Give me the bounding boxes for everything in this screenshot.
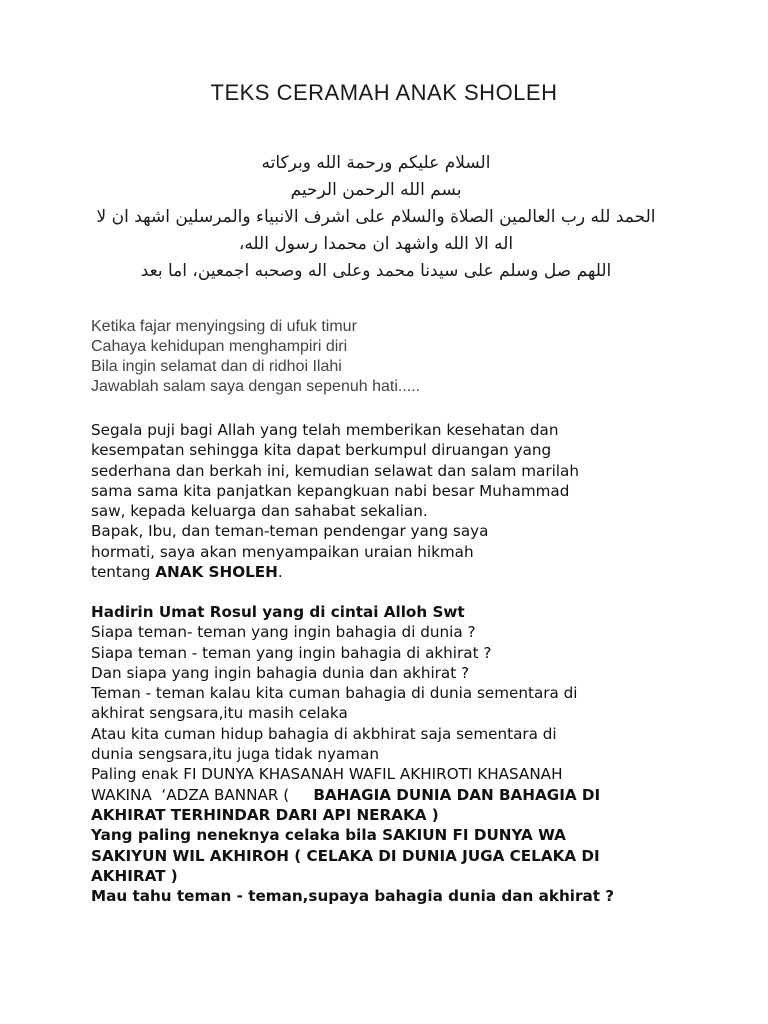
arabic-line: اللهم صل وسلم على سيدنا محمد وعلى اله وصحبه اجمعين، اما بعد — [140, 261, 612, 281]
text-line: kesempatan sehingga kita dapat berkumpul diruangan yang — [91, 441, 552, 460]
bold-line: AKHIRAT TERHINDAR DARI API NERAKA ) — [91, 805, 439, 824]
arabic-line: اله الا الله واشهد ان محمدا رسول الله، — [238, 234, 514, 254]
page-title: TEKS CERAMAH ANAK SHOLEH — [210, 80, 558, 105]
text-line: Segala puji bagi Allah yang telah memberikan kesehatan dan — [91, 421, 559, 439]
bold-line: Yang paling neneknya celaka bila SAKIUN FI DUNYA WA — [91, 826, 566, 845]
bold-line: SAKIYUN WIL AKHIROH ( CELAKA DI DUNIA JUGA CELAKA DI — [91, 846, 600, 865]
text-line: sama sama kita panjatkan kepangkuan nabi besar Muhammad — [91, 481, 570, 500]
wakina-bold-text: BAHAGIA DUNIA DAN BAHAGIA DI — [313, 785, 601, 804]
text-line: saw, kepada keluarga dan sahabat sekalian. — [91, 502, 428, 521]
bold-line: AKHIRAT ) — [91, 866, 178, 885]
poem-line: Ketika fajar menyingsing di ufuk timur — [91, 318, 357, 335]
text-line: Paling enak FI DUNYA KHASANAH WAFIL AKHIROTI KHASANAH — [91, 765, 563, 784]
topic-line — [91, 562, 691, 582]
arabic-line: الحمد لله رب العالمين الصلاة والسلام على اشرف الانبياء والمرسلين اشهد ان لا — [96, 207, 656, 227]
arabic-line: بسم الله الرحمن الرحيم — [290, 180, 462, 200]
text-line: Dan siapa yang ingin bahagia dunia dan akhirat ? — [91, 663, 470, 682]
text-line: akhirat sengsara,itu masih celaka — [91, 704, 348, 723]
text-line: Siapa teman - teman yang ingin bahagia di akhirat ? — [91, 643, 492, 662]
poem-line: Bila ingin selamat dan di ridhoi Ilahi — [91, 358, 342, 375]
topic-name: ANAK SHOLEH — [155, 563, 278, 582]
arabic-line: السلام عليكم ورحمة الله وبركاته — [261, 153, 491, 173]
text-line: Teman - teman kalau kita cuman bahagia di dunia sementara di — [91, 684, 578, 703]
text-line: Atau kita cuman hidup bahagia di akbhirat saja sementara di — [91, 724, 557, 743]
wakina-text: WAKINA ‘ADZA BANNAR ( — [91, 785, 314, 804]
text-line: dunia sengsara,itu juga tidak nyaman — [91, 745, 380, 764]
poem-line: Cahaya kehidupan menghampiri diri — [91, 338, 348, 355]
opening-paragraph — [91, 420, 691, 582]
poem-line: Jawablah salam saya dengan sepenuh hati..... — [91, 378, 421, 395]
arabic-opening — [76, 150, 676, 285]
bold-line: Mau tahu teman - teman,supaya bahagia dunia dan akhirat ? — [91, 887, 615, 906]
topic-prefix: tentang — [91, 563, 156, 582]
main-section — [91, 602, 691, 906]
text-line: sederhana dan berkah ini, kemudian selawat dan salam marilah — [91, 461, 579, 480]
text-line: hormati, saya akan menyampaikan uraian hikmah — [91, 542, 474, 561]
section-heading: Hadirin Umat Rosul yang di cintai Alloh Swt — [91, 603, 465, 621]
text-line: Bapak, Ibu, dan teman-teman pendengar yang saya — [91, 522, 489, 541]
text-line: Siapa teman- teman yang ingin bahagia di dunia ? — [91, 623, 476, 642]
wakina-line — [91, 785, 691, 805]
opening-poem — [91, 317, 420, 397]
topic-suffix: . — [277, 563, 283, 582]
